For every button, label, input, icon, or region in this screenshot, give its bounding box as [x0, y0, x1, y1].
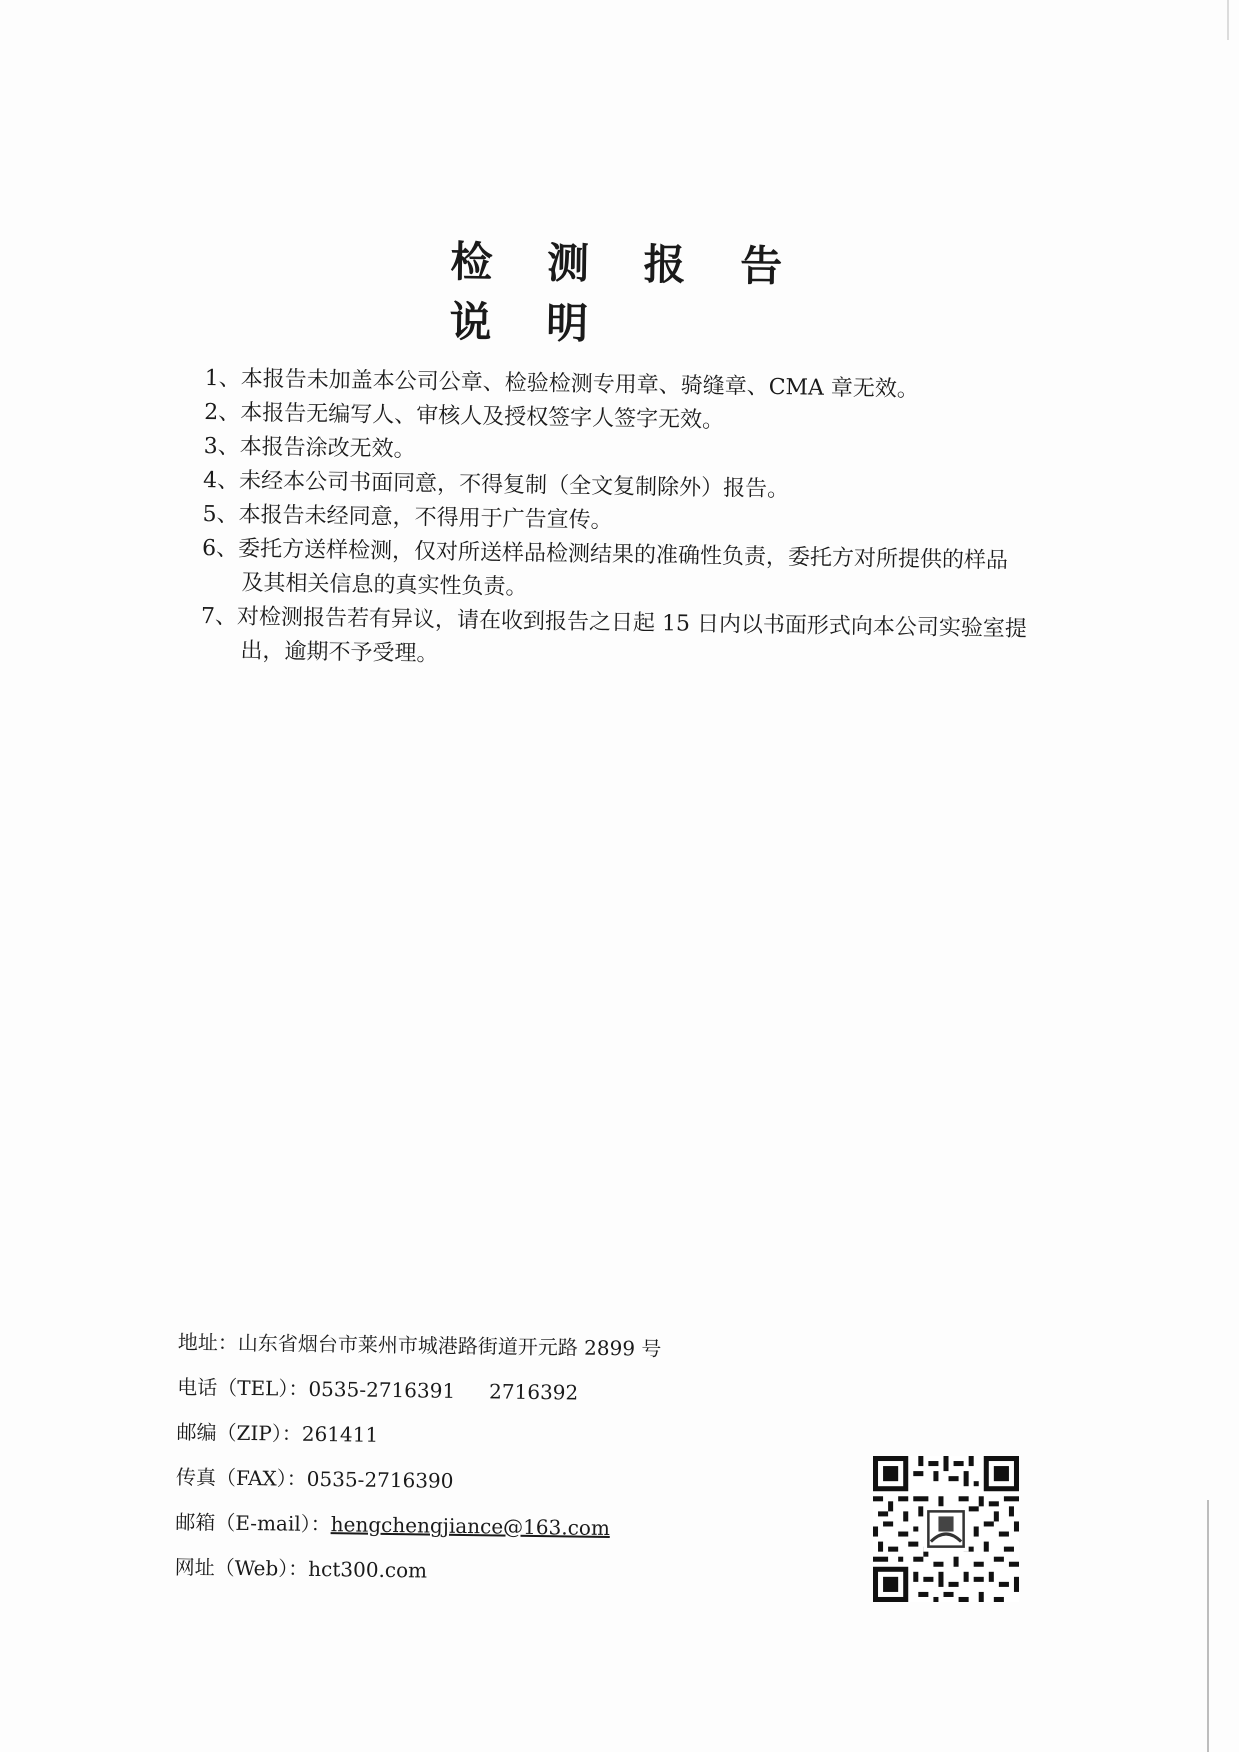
address-value: 山东省烟台市莱州市城港路街道开元路 2899 号	[237, 1330, 662, 1361]
note-7: 7、对检测报告若有异议，请在收到报告之日起 15 日内以书面形式向本公司实验室提	[200, 603, 1028, 642]
web-label: 网址（Web）：	[174, 1554, 309, 1581]
contact-info	[174, 1330, 738, 1608]
note-6-continued: 及其相关信息的真实性负责。	[241, 570, 528, 601]
qr-code-icon	[873, 1456, 1019, 1602]
fax-value: 0535-2716390	[306, 1466, 454, 1493]
zip-row	[176, 1420, 736, 1453]
tel-value-1: 0535-2716391	[308, 1376, 456, 1403]
note-5: 5、本报告未经同意，不得用于广告宣传。	[202, 501, 613, 534]
tel-row	[177, 1375, 737, 1408]
email-label: 邮箱（E-mail）：	[175, 1509, 331, 1537]
note-3: 3、本报告涂改无效。	[203, 433, 416, 463]
note-1: 1、本报告未加盖本公司公章、检验检测专用章、骑缝章、CMA 章无效。	[204, 365, 920, 403]
page-title: 检 测 报 告 说 明	[449, 237, 803, 349]
address-row	[178, 1330, 738, 1363]
tel-value-2: 2716392	[488, 1379, 579, 1405]
note-6: 6、委托方送样检测，仅对所送样品检测结果的准确性负责，委托方对所提供的样品	[201, 535, 1009, 574]
zip-label: 邮编（ZIP）：	[176, 1419, 302, 1446]
note-7-continued: 出，逾期不予受理。	[240, 638, 439, 667]
web-row	[175, 1555, 735, 1588]
zip-value: 261411	[301, 1421, 379, 1447]
fax-row	[176, 1465, 736, 1498]
fax-label: 传真（FAX）：	[175, 1464, 307, 1491]
email-row	[175, 1510, 735, 1543]
tel-label: 电话（TEL）：	[177, 1374, 309, 1401]
note-2: 2、本报告无编写人、审核人及授权签字人签字无效。	[204, 399, 725, 434]
note-4: 4、未经本公司书面同意，不得复制（全文复制除外）报告。	[202, 467, 790, 503]
scan-edge-line	[1227, 0, 1229, 40]
email-link[interactable]: hengchengjiance@163.com	[330, 1512, 611, 1541]
scan-edge-line	[1207, 1500, 1209, 1752]
web-value: hct300.com	[308, 1556, 428, 1583]
notes-list	[200, 362, 1125, 682]
address-label: 地址：	[177, 1330, 238, 1355]
